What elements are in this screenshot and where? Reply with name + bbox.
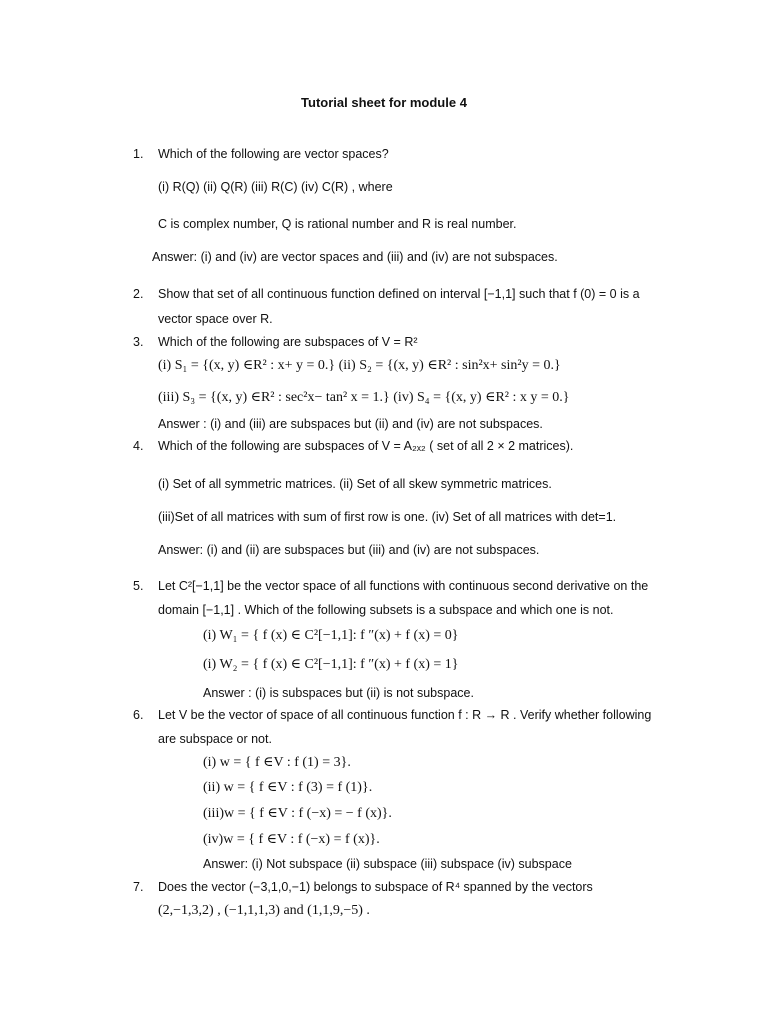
q3-subsets-row1: (i) S₁ = {(x, y) ∈R² : x+ y = 0.} (ii) S₂ = {(x, y) ∈R² : sin²x+ sin²y = 0.}	[158, 358, 561, 373]
q6-option4: (iv)w = { f ∈V : f (−x) = f (x)}.	[203, 832, 380, 847]
q6-option1: (i) w = { f ∈V : f (1) = 3}.	[203, 755, 351, 770]
q7-number: 7.	[133, 880, 144, 894]
q5-option2: (i) W₂ = { f (x) ∈ C²[−1,1]: f ″(x) + f (x) = 1}	[203, 657, 459, 672]
q2-line2: vector space over R.	[158, 312, 273, 326]
q3-subsets-row2: (iii) S₃ = {(x, y) ∈R² : sec²x− tan² x = 1.} (iv) S₄ = {(x, y) ∈R² : x y = 0.}	[158, 390, 570, 405]
q6-answer: Answer: (i) Not subspace (ii) subspace (iii) subspace (iv) subspace	[203, 857, 572, 871]
q1-number: 1.	[133, 147, 144, 161]
q4-text: Which of the following are subspaces of V = A₂ₓ₂ ( set of all 2 × 2 matrices).	[158, 439, 574, 453]
q5-line1: Let C²[−1,1] be the vector space of all functions with continuous second derivative on the	[158, 579, 649, 593]
q4-answer: Answer: (i) and (ii) are subspaces but (iii) and (iv) are not subspaces.	[158, 543, 540, 557]
q6-option3: (iii)w = { f ∈V : f (−x) = − f (x)}.	[203, 806, 392, 821]
q5-option1: (i) W₁ = { f (x) ∈ C²[−1,1]: f ″(x) + f (x) = 0}	[203, 628, 459, 643]
q3-text: Which of the following are subspaces of V = R²	[158, 335, 418, 349]
q5-line2: domain [−1,1] . Which of the following subsets is a subspace and which one is not.	[158, 603, 614, 617]
q6-option2: (ii) w = { f ∈V : f (3) = f (1)}.	[203, 780, 373, 795]
q2-line1: Show that set of all continuous function defined on interval [−1,1] such that f (0) = 0 is a	[158, 287, 640, 301]
q7-line2: (2,−1,3,2) , (−1,1,1,3) and (1,1,9,−5) .	[158, 903, 370, 918]
q7-line1: Does the vector (−3,1,0,−1) belongs to subspace of R⁴ spanned by the vectors	[158, 880, 593, 894]
q1-answer: Answer: (i) and (iv) are vector spaces and (iii) and (iv) are not subspaces.	[152, 250, 558, 264]
q5-answer: Answer : (i) is subspaces but (ii) is not subspace.	[203, 686, 474, 700]
q6-line1: Let V be the vector of space of all continuous function f : R → R . Verify whether following	[158, 708, 652, 722]
q4-line2: (iii)Set of all matrices with sum of first row is one. (iv) Set of all matrices with det=1.	[158, 510, 617, 524]
q1-options: (i) R(Q) (ii) Q(R) (iii) R(C) (iv) C(R) , where	[158, 180, 393, 194]
q4-line1: (i) Set of all symmetric matrices. (ii) Set of all skew symmetric matrices.	[158, 477, 552, 491]
q6-line2: are subspace or not.	[158, 732, 272, 746]
q2-number: 2.	[133, 287, 144, 301]
page-title: Tutorial sheet for module 4	[301, 95, 467, 110]
q3-answer: Answer : (i) and (iii) are subspaces but (ii) and (iv) are not subspaces.	[158, 417, 543, 431]
q1-text: Which of the following are vector spaces?	[158, 147, 389, 161]
q4-number: 4.	[133, 439, 144, 453]
q5-number: 5.	[133, 579, 144, 593]
q3-number: 3.	[133, 335, 144, 349]
q6-number: 6.	[133, 708, 144, 722]
q1-note: C is complex number, Q is rational number and R is real number.	[158, 217, 517, 231]
